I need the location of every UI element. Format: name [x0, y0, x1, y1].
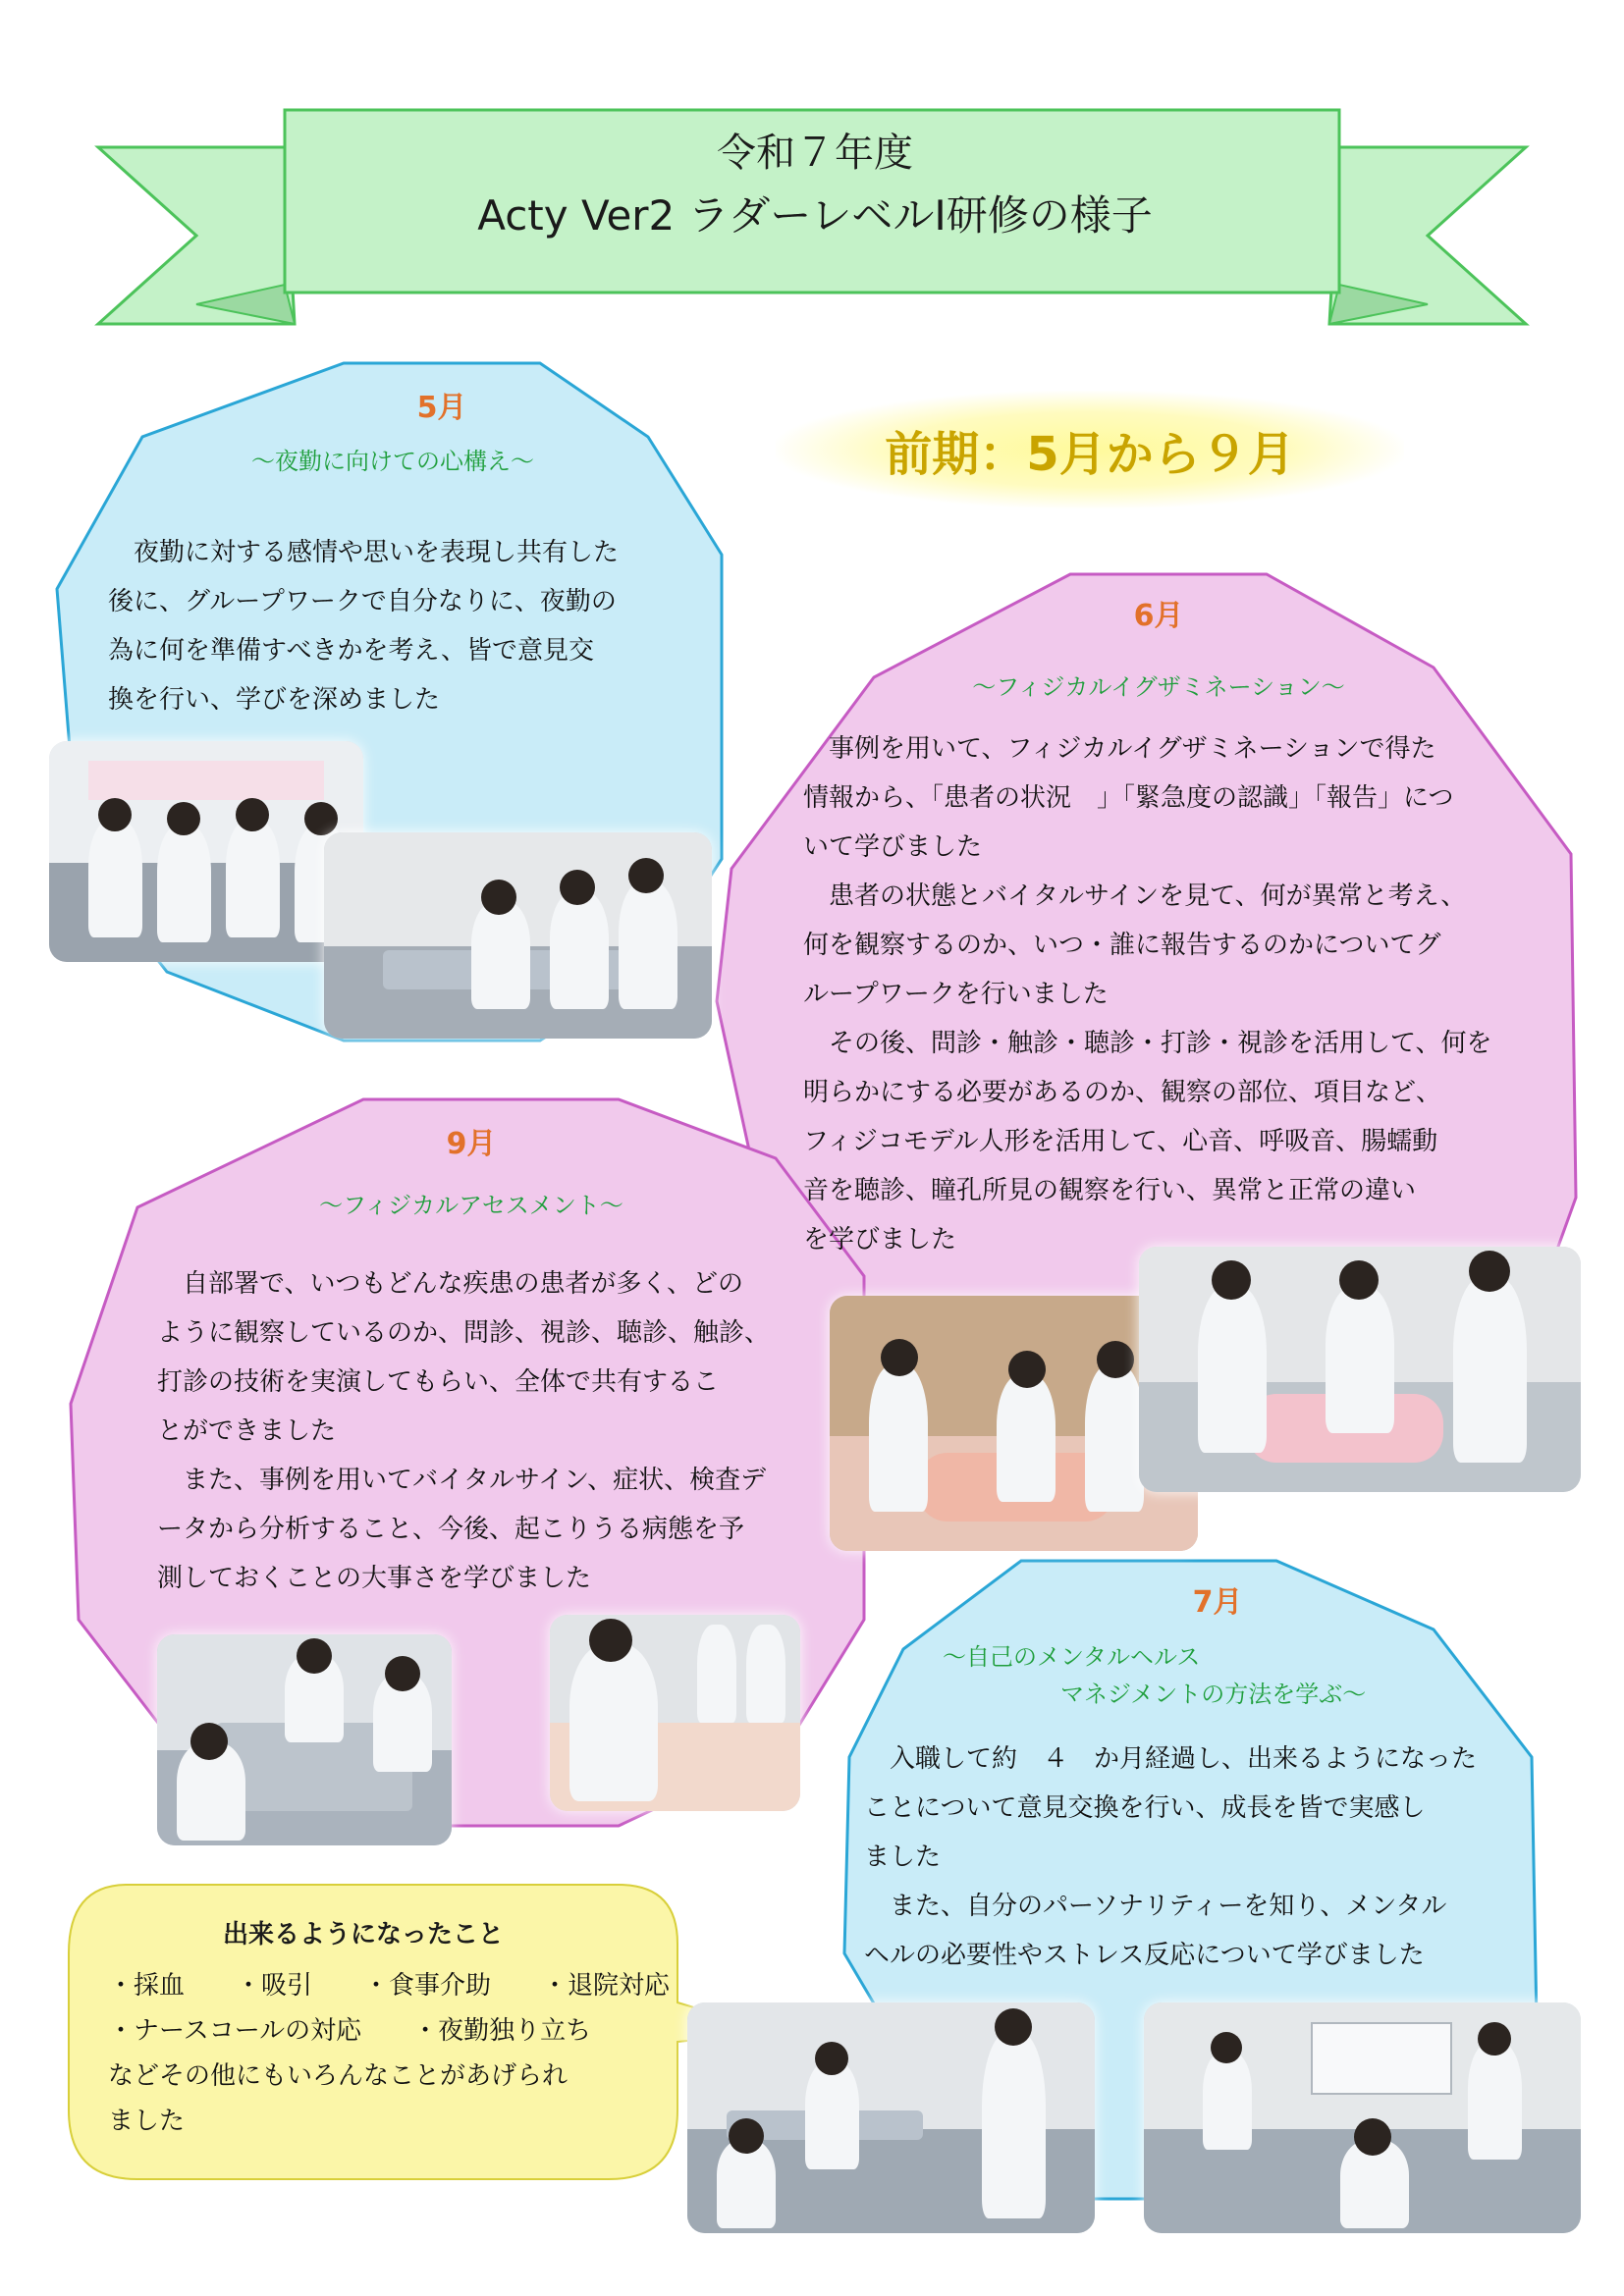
may-body-text: 夜勤に対する感情や思いを表現し共有した 後に、グループワークで自分なりに、夜勤の 為に何を準備すべきかを考え、皆で意見交 換を行い、学びを深めました [108, 538, 620, 715]
september-photo-demonstration [550, 1615, 800, 1811]
july-body-text: 入職して約 ４ か月経過し、出来るようになった ことについて意見交換を行い、成長を皆で実感し ました また、自分のパーソナリティーを知り、メンタル ヘルの必要性やストレス反応について学びました [864, 1744, 1478, 1970]
callout-body-text: ・採血 ・吸引 ・食事介助 ・退院対応 ・ナースコールの対応 ・夜勤独り立ち などその他にもいろんなことがあげられ ました [108, 1971, 671, 2136]
june-subtitle: ～フィジカルイグザミネーション～ [972, 673, 1345, 701]
header-year: 令和７年度 [717, 131, 913, 176]
july-photo-whiteboard-session [1144, 2002, 1581, 2233]
callout-title: 出来るようになったこと [222, 1920, 504, 1949]
july-photo-presentation [687, 2002, 1095, 2233]
june-month-label: 6月 [1133, 599, 1184, 633]
september-body-text: 自部署で、いつもどんな疾患の患者が多く、どの ように観察しているのか、問診、視診、聴診、触診、 打診の技術を実演してもらい、全体で共有するこ とができました また、事例を用いてバイタルサイン、症状、検査デ ータから分析すること、今後、起こりうる病態を予 測しておくことの大事さを学びました [157, 1269, 771, 1593]
period-banner: 前期：5月から９月 [776, 391, 1404, 508]
header-title: Acty Ver2 ラダーレベルⅠ研修の様子 [477, 191, 1153, 240]
september-month-label: 9月 [446, 1127, 497, 1161]
july-subtitle-line2: マネジメントの方法を学ぶ～ [1060, 1681, 1367, 1708]
july-month-label: 7月 [1192, 1585, 1243, 1620]
july-subtitle-line1: ～自己のメンタルヘルス [943, 1643, 1201, 1671]
june-photo-manikin-closeup [1139, 1247, 1581, 1492]
september-photo-table-work [157, 1634, 452, 1845]
june-body-text: 事例を用いて、フィジカルイグザミネーションで得た 情報から、「患者の状況 」「緊急度の認識」「報告」につ いて学びました 患者の状態とバイタルサインを見て、何が異常と考え、 何を観察するのか、いつ・誰に報告するのかについてグ ループワークを行いました その後、問診・触診・聴診・打診・視診を活用して、何を 明らかにする必要があるのか、観察の部位、項目など、 フィジコモデル人形を活用して、心音、呼吸音、腸蠕動 音を聴診、瞳孔所見の観察を行い、異常と正常の違い を学びました [803, 734, 1492, 1255]
may-month-label: 5月 [416, 391, 467, 425]
september-subtitle: ～フィジカルアセスメント～ [319, 1192, 623, 1219]
may-photo-group-discussion [324, 832, 712, 1039]
may-subtitle: ～夜勤に向けての心構え～ [251, 448, 534, 475]
may-photo-wall-posting [49, 741, 363, 962]
